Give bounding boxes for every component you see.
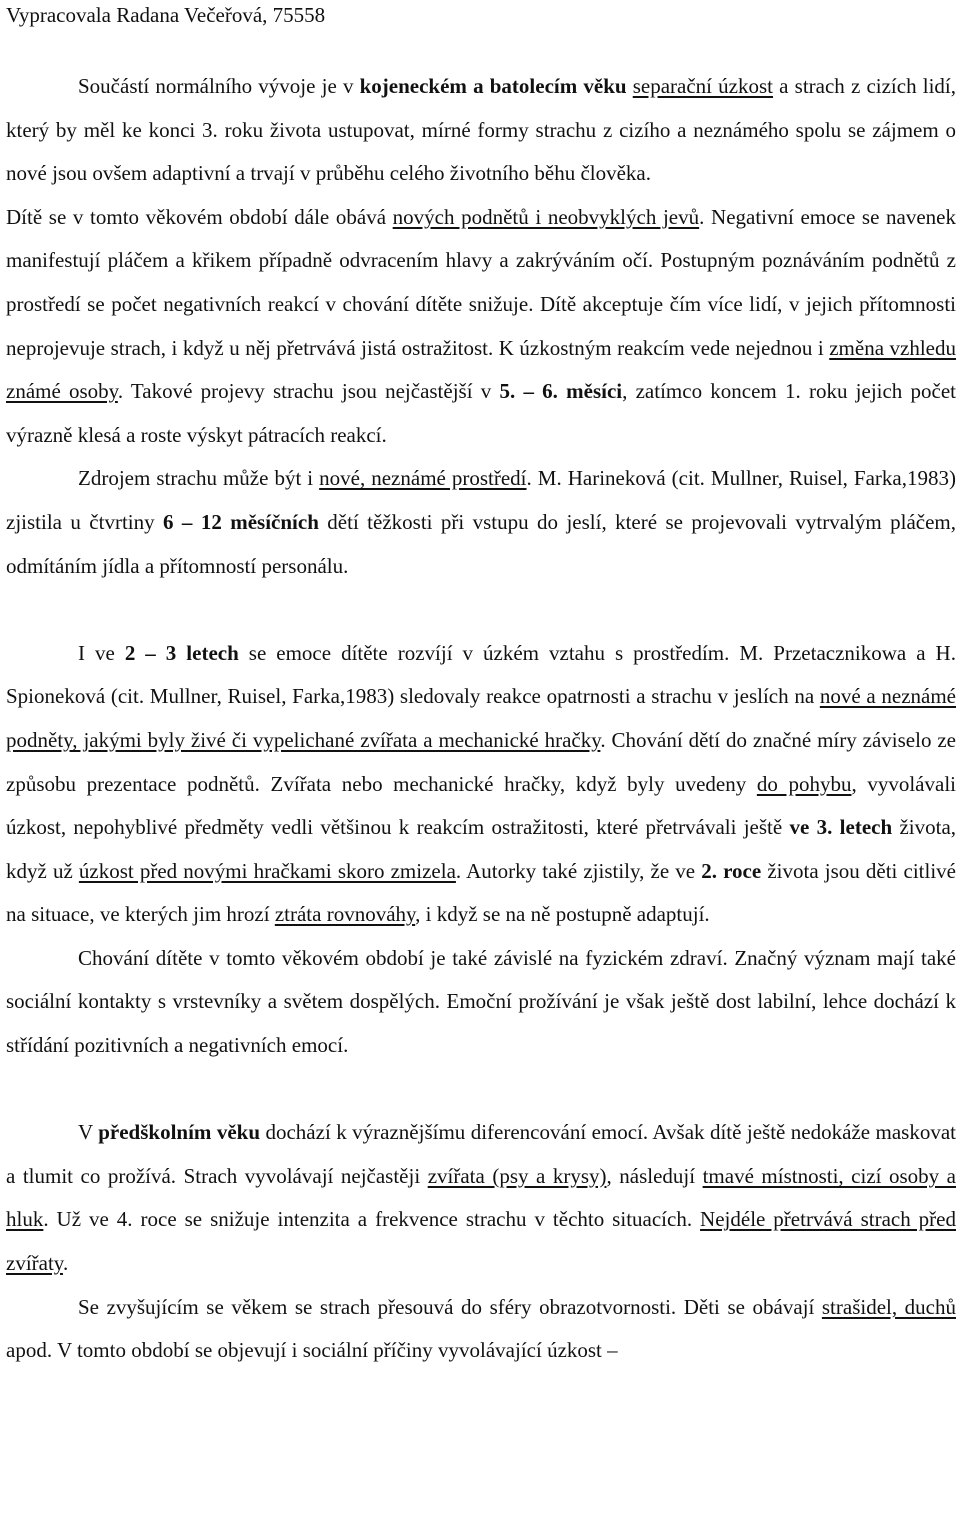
underlined-text: Nejdéle přetrvává strach před zvířaty (6, 1207, 956, 1276)
text-run: a strach z cizích lidí, který by měl ke konci 3. roku života ustupovat, mírné formy strachu z cizího a neznámého spolu se zájmem o nové jsou ovšem adaptivní a trvají v průběhu celého životního běhu člověka. (6, 74, 956, 186)
text-run: , i když se na ně postupně adaptují. (415, 902, 710, 927)
underlined-text: ztráta rovnováhy (274, 902, 416, 927)
underlined-text: nových podnětů i neobvyklých jevů (392, 204, 700, 229)
page-header-author: Vypracovala Radana Večeřová, 75558 (6, 3, 326, 27)
underlined-text: nové a neznámé podněty, jakými byly živé či vypelichané zvířata a mechanické hračky (6, 684, 956, 752)
paragraph-p7 (6, 1286, 956, 1373)
text-run: , následují (606, 1163, 703, 1188)
text-run: Se zvyšujícím se věkem se strach přesouvá do sféry obrazotvornosti. Děti se obávají (78, 1294, 822, 1319)
text-run: . Takové projevy strachu jsou nejčastější v (117, 379, 500, 404)
underlined-text: nové, neznámé prostředí (319, 466, 527, 491)
underlined-text: zvířata (psy a krysy) (427, 1163, 607, 1188)
paragraph-p2 (6, 196, 956, 458)
text-run: dětí těžkosti při vstupu do jeslí, které se projevovali vytrvalým pláčem, odmítáním jídla a přítomností personálu. (6, 509, 957, 578)
text-run: , zatímco koncem 1. roku jejich počet výrazně klesá a roste výskyt pátracích reakcí. (6, 379, 957, 447)
paragraph-p5 (6, 937, 956, 1068)
text-run: Chování dítěte v tomto věkovém období je také závislé na fyzickém zdraví. Značný význam mají také sociální kontakty s vrstevníky a světem dospělých. Emoční prožívání je však ještě dost labilní, lehce dochází k střídání pozitivních a negativních emocí. (6, 945, 956, 1058)
underlined-text: strašidel, duchů (821, 1294, 956, 1319)
bold-text: kojeneckém a batolecím věku (359, 74, 627, 98)
text-run: . M. Harineková (cit. Mullner, Ruisel, Farka,1983) zjistila u čtvrtiny (6, 466, 956, 534)
text-run: . Chování dětí do značné míry záviselo ze způsobu prezentace podnětů. Zvířata nebo mechanické hračky, když byly uvedeny (6, 727, 956, 796)
text-run: života, když už (6, 815, 957, 883)
document-body (6, 65, 956, 1373)
bold-text: 5. – 6. měsíci (499, 379, 623, 404)
paragraph-p6 (6, 1111, 956, 1285)
underlined-text: separační úzkost (632, 74, 774, 98)
underlined-text: úzkost před novými hračkami skoro zmizela (78, 858, 456, 883)
text-run: . Negativní emoce se navenek manifestují pláčem a křikem případně odvracením hlavy a zakrýváním očí. Postupným poznáváním podnětů z prostředí se počet negativních reakcí v chování dítěte snižuje. Dítě akceptuje čím více lidí, v jejich přítomnosti neprojevuje strach, i když u něj přetrvává jistá ostražitost. K úzkostným reakcím vede nejednou i (6, 204, 956, 360)
text-run: dochází k výraznějšímu diferencování emocí. Avšak dítě ještě nedokáže maskovat a tlumit co prožívá. Strach vyvolávají nejčastěji (6, 1120, 957, 1188)
underlined-text: tmavé místnosti, cizí osoby a hluk (6, 1163, 956, 1232)
text-run: V (78, 1120, 99, 1145)
paragraph-p3 (6, 457, 956, 588)
underlined-text: změna vzhledu známé osoby (6, 335, 957, 404)
underlined-text: do pohybu (756, 771, 852, 796)
bold-text: ve 3. letech (789, 815, 893, 840)
text-run: Dítě se v tomto věkovém období dále obává (6, 204, 393, 229)
text-run: Zdrojem strachu může být i (78, 466, 320, 491)
paragraph-p4 (6, 632, 956, 937)
text-run: I ve (78, 640, 125, 665)
text-run: se emoce dítěte rozvíjí v úzkém vztahu s prostředím. M. Przetacznikowa a H. Spioneková (cit. Mullner, Ruisel, Farka,1983) sledovaly reakce opatrnosti a strachu v jeslích na (6, 640, 956, 709)
paragraph-p1 (6, 65, 956, 196)
text-run: života jsou děti citlivé na situace, ve kterých jim hrozí (6, 858, 956, 927)
bold-text: předškolním věku (98, 1120, 261, 1145)
bold-text: 2. roce (701, 858, 762, 883)
text-run: . Už ve 4. roce se snižuje intenzita a frekvence strachu v těchto situacích. (43, 1207, 701, 1232)
text-run: apod. V tomto období se objevují i sociální příčiny vyvolávající úzkost – (6, 1338, 618, 1363)
text-run: Součástí normálního vývoje je v (78, 74, 360, 98)
text-run: . Autorky také zjistily, že ve (455, 858, 702, 883)
bold-text: 6 – 12 měsíčních (163, 509, 319, 534)
text-run: . (62, 1251, 69, 1276)
bold-text: 2 – 3 letech (124, 640, 239, 665)
text-run: , vyvolávali úzkost, nepohyblivé předměty vedli většinou k reakcím ostražitosti, které přetrvávali ještě (6, 771, 956, 840)
